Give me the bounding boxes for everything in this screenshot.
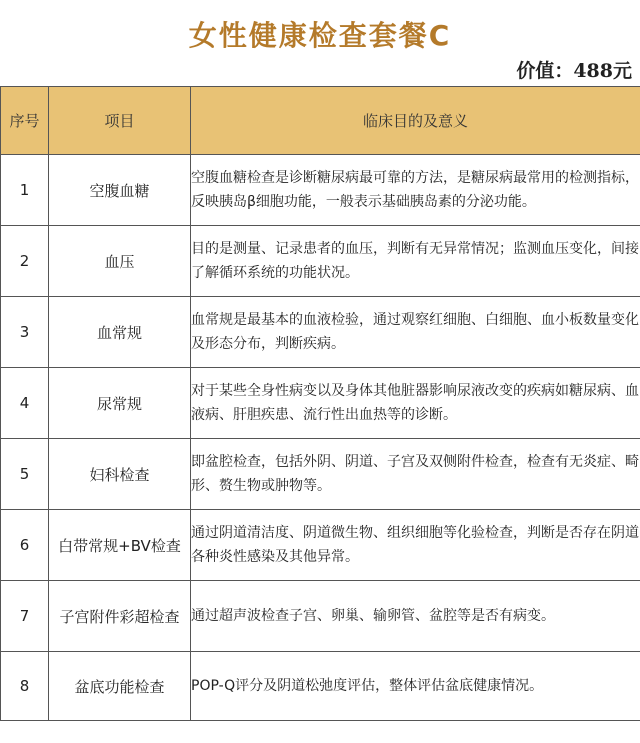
table-row	[1, 155, 640, 226]
row-number: 4	[1, 368, 49, 439]
row-description: 血常规是最基本的血液检验，通过观察红细胞、白细胞、血小板数量变化及形态分布，判断疾病。	[191, 297, 640, 368]
table-row	[1, 581, 640, 652]
row-item: 子宫附件彩超检查	[49, 581, 191, 652]
page-title: 女性健康检查套餐C	[188, 19, 452, 52]
row-item: 空腹血糖	[49, 155, 191, 226]
row-item: 盆底功能检查	[49, 652, 191, 721]
table-row	[1, 368, 640, 439]
row-description: 通过阴道清洁度、阴道微生物、组织细胞等化验检查，判断是否存在阴道各种炎性感染及其他异常。	[191, 510, 640, 581]
row-description: 空腹血糖检查是诊断糖尿病最可靠的方法，是糖尿病最常用的检测指标，反映胰岛β细胞功能，一般表示基础胰岛素的分泌功能。	[191, 155, 640, 226]
row-item: 血常规	[49, 297, 191, 368]
row-number: 7	[1, 581, 49, 652]
table-row	[1, 510, 640, 581]
header-number: 序号	[1, 87, 49, 155]
row-number: 3	[1, 297, 49, 368]
row-description: POP-Q评分及阴道松弛度评估，整体评估盆底健康情况。	[191, 652, 640, 721]
header-item: 项目	[49, 87, 191, 155]
row-item: 白带常规+BV检查	[49, 510, 191, 581]
table-row	[1, 226, 640, 297]
row-description: 通过超声波检查子宫、卵巢、输卵管、盆腔等是否有病变。	[191, 581, 640, 652]
header-purpose: 临床目的及意义	[191, 87, 640, 155]
table-header-row	[1, 87, 640, 155]
row-item: 血压	[49, 226, 191, 297]
row-description: 即盆腔检查，包括外阴、阴道、子宫及双侧附件检查，检查有无炎症、畸形、赘生物或肿物等。	[191, 439, 640, 510]
row-number: 2	[1, 226, 49, 297]
table-row	[1, 652, 640, 721]
row-number: 5	[1, 439, 49, 510]
checkup-table	[0, 86, 640, 721]
row-description: 对于某些全身性病变以及身体其他脏器影响尿液改变的疾病如糖尿病、血液病、肝胆疾患、流行性出血热等的诊断。	[191, 368, 640, 439]
table-row	[1, 439, 640, 510]
row-description: 目的是测量、记录患者的血压，判断有无异常情况；监测血压变化，间接了解循环系统的功能状况。	[191, 226, 640, 297]
row-item: 尿常规	[49, 368, 191, 439]
row-number: 6	[1, 510, 49, 581]
row-number: 8	[1, 652, 49, 721]
row-item: 妇科检查	[49, 439, 191, 510]
table-row	[1, 297, 640, 368]
package-price: 价值：488元	[516, 60, 632, 82]
row-number: 1	[1, 155, 49, 226]
